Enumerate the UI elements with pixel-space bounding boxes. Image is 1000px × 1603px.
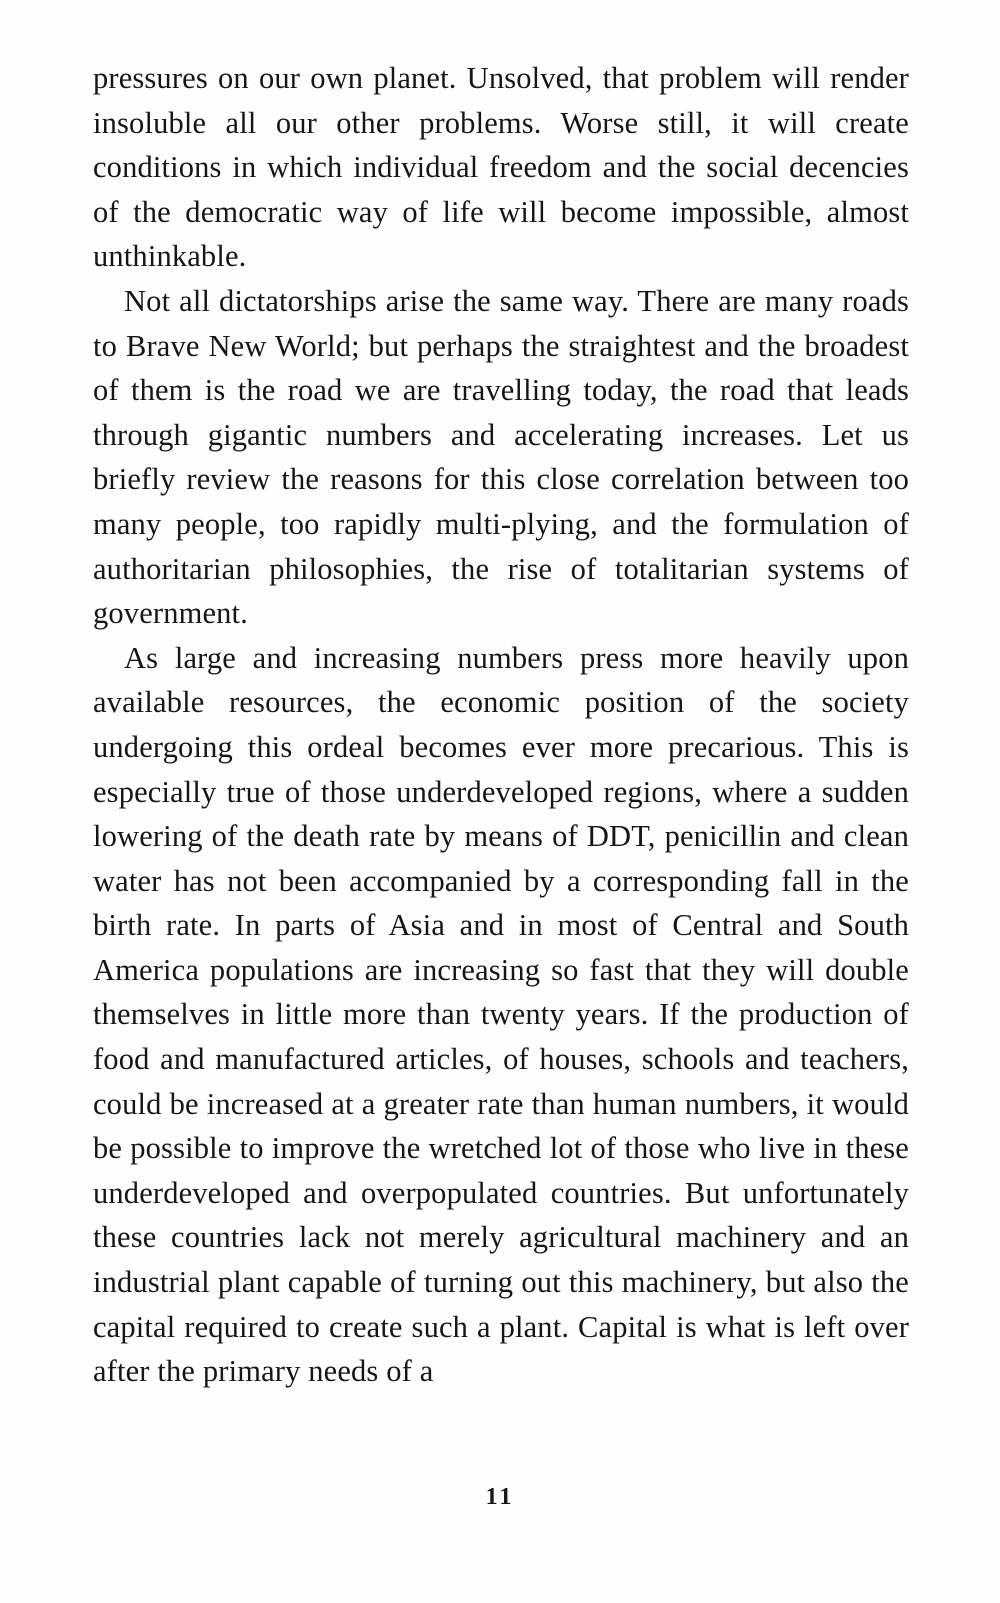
paragraph-3: As large and increasing numbers press more heavily upon available resources, the economic position of the society undergoing this ordeal becomes ever more precarious. This is especially true of those underdeveloped regions, where a sudden lowering of the death rate by means of DDT, penicillin and clean water has not been accompanied by a corresponding fall in the birth rate. In parts of Asia and in most of Central and South America populations are increasing so fast that they will double themselves in little more than twenty years. If the production of food and manufactured articles, of houses, schools and teachers, could be increased at a greater rate than human numbers, it would be possible to improve the wretched lot of those who live in these underdeveloped and overpopulated countries. But unfortunately these countries lack not merely agricultural machinery and an industrial plant capable of turning out this machinery, but also the capital required to create such a plant. Capital is what is left over after the primary needs of a — [93, 640, 909, 1389]
paragraph-2: Not all dictatorships arise the same way. There are many roads to Brave New World; but perhaps the straightest and the broadest of them is the road we are travelling today, the road that leads through gigantic numbers and accelerating increases. Let us briefly review the reasons for this close correlation between too many people, too rapidly multi-plying, and the formulation of authoritarian philosophies, the rise of totalitarian systems of government. — [93, 283, 909, 631]
paragraph-1: pressures on our own planet. Unsolved, that problem will render insoluble all our other problems. Worse still, it will create conditions in which individual freedom and the social decencies of the democratic way of life will become impossible, almost unthinkable. — [93, 61, 909, 274]
body-text — [93, 56, 909, 1394]
page-number: 11 — [485, 1484, 515, 1510]
